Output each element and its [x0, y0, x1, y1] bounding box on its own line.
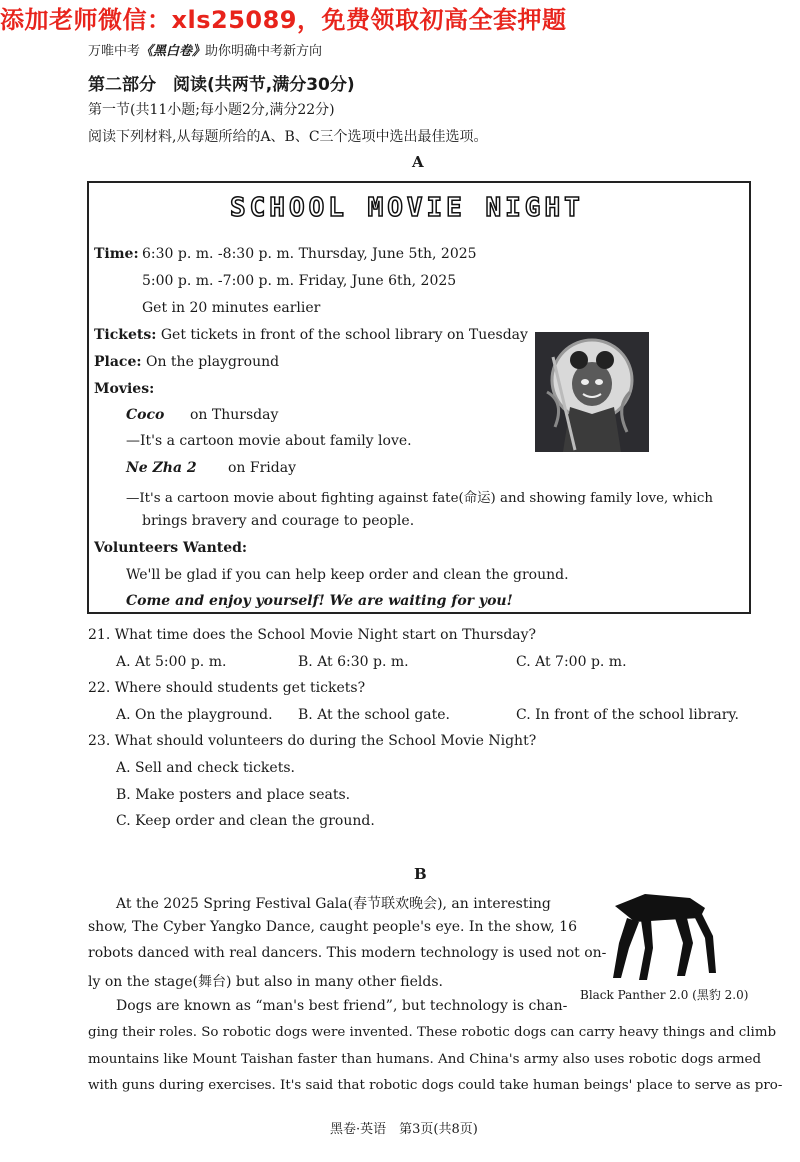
- place-label: Place:: [94, 354, 142, 370]
- tickets-text: Get tickets in front of the school library on Tuesday: [160, 327, 528, 343]
- movie1-day: on Thursday: [190, 407, 279, 423]
- passage-b-line-6: ging their roles. So robotic dogs were invented. These robotic dogs can carry heavy things and climb: [88, 1025, 777, 1040]
- question-23-stem: 23. What should volunteers do during the School Movie Night?: [88, 733, 537, 749]
- book-header: [88, 40, 322, 59]
- movie1-desc: —It's a cartoon movie about family love.: [126, 433, 412, 449]
- movie2-title: Ne Zha 2: [126, 460, 197, 476]
- header-suffix: 助你明确中考新方向: [205, 44, 323, 59]
- question-23-option-c[interactable]: C. Keep order and clean the ground.: [116, 813, 375, 829]
- header-prefix: 万唯中考: [88, 44, 141, 59]
- movies-label: Movies:: [94, 381, 155, 397]
- ne-zha-poster-image: [535, 332, 649, 452]
- passage-b-line-8: with guns during exercises. It's said that robotic dogs could take human beings' place to serve as pro-: [88, 1078, 783, 1093]
- question-22-stem: 22. Where should students get tickets?: [88, 680, 366, 696]
- section-instruction: 阅读下列材料,从每题所给的A、B、C三个选项中选出最佳选项。: [88, 129, 488, 145]
- question-21-stem: 21. What time does the School Movie Night start on Thursday?: [88, 627, 537, 643]
- time-label: Time:: [94, 246, 139, 262]
- closing-line: Come and enjoy yourself! We are waiting for you!: [126, 593, 513, 609]
- tickets-label: Tickets:: [94, 327, 157, 343]
- time-line-2: 5:00 p. m. -7:00 p. m. Friday, June 6th, 2025: [142, 273, 457, 289]
- section-subtitle: 第一节(共11小题;每小题2分,满分22分): [88, 102, 335, 118]
- passage-b-line-7: mountains like Mount Taishan faster than humans. And China's army also uses robotic dogs armed: [88, 1052, 762, 1067]
- question-21-option-b[interactable]: B. At 6:30 p. m.: [298, 654, 409, 670]
- volunteers-label: Volunteers Wanted:: [94, 540, 248, 556]
- passage-b-line-4: ly on the stage(舞台) but also in many other fields.: [88, 974, 443, 990]
- volunteers-text: We'll be glad if you can help keep order and clean the ground.: [126, 567, 569, 583]
- notice-title: SCHOOL MOVIE NIGHT: [230, 193, 584, 223]
- question-23-option-a[interactable]: A. Sell and check tickets.: [116, 760, 295, 776]
- passage-b-line-1: At the 2025 Spring Festival Gala(春节联欢晚会), an interesting: [116, 896, 551, 912]
- movie2-day: on Friday: [228, 460, 296, 476]
- question-21-option-a[interactable]: A. At 5:00 p. m.: [116, 654, 227, 670]
- time-line-3: Get in 20 minutes earlier: [142, 300, 321, 316]
- question-23-option-b[interactable]: B. Make posters and place seats.: [116, 787, 351, 803]
- question-22-option-b[interactable]: B. At the school gate.: [298, 707, 451, 723]
- place-text: On the playground: [145, 354, 280, 370]
- robot-dog-caption: Black Panther 2.0 (黑豹 2.0): [580, 988, 749, 1002]
- robot-dog-image: [605, 888, 720, 983]
- page-footer: 黑卷·英语 第3页(共8页): [330, 1122, 478, 1137]
- passage-b-line-5: Dogs are known as “man's best friend”, but technology is chan-: [116, 998, 568, 1014]
- movie1-title: Coco: [126, 407, 165, 423]
- passage-b-line-2: show, The Cyber Yangko Dance, caught people's eye. In the show, 16: [88, 919, 577, 935]
- time-line-1: 6:30 p. m. -8:30 p. m. Thursday, June 5th, 2025: [142, 246, 477, 262]
- movie2-desc-line-1: —It's a cartoon movie about fighting against fate(命运) and showing family love, which: [126, 491, 714, 506]
- question-22-option-c[interactable]: C. In front of the school library.: [516, 707, 739, 723]
- cartoon-character-illustration: [535, 332, 649, 452]
- watermark-banner: 添加老师微信：xls25089，免费领取初高全套押题: [0, 6, 567, 34]
- section-title: 第二部分 阅读(共两节,满分30分): [88, 75, 355, 95]
- place-row: [94, 354, 279, 370]
- header-book: 《黑白卷》: [140, 44, 206, 59]
- passage-b-line-3: robots danced with real dancers. This modern technology is used not on-: [88, 945, 607, 961]
- passage-b-label: B: [414, 865, 427, 883]
- question-21-option-c[interactable]: C. At 7:00 p. m.: [516, 654, 627, 670]
- passage-a-label: A: [412, 153, 424, 171]
- movie2-desc-line-2: brings bravery and courage to people.: [142, 513, 415, 529]
- question-22-option-a[interactable]: A. On the playground.: [116, 707, 273, 723]
- robot-dog-silhouette: [605, 888, 720, 983]
- tickets-row: [94, 327, 528, 343]
